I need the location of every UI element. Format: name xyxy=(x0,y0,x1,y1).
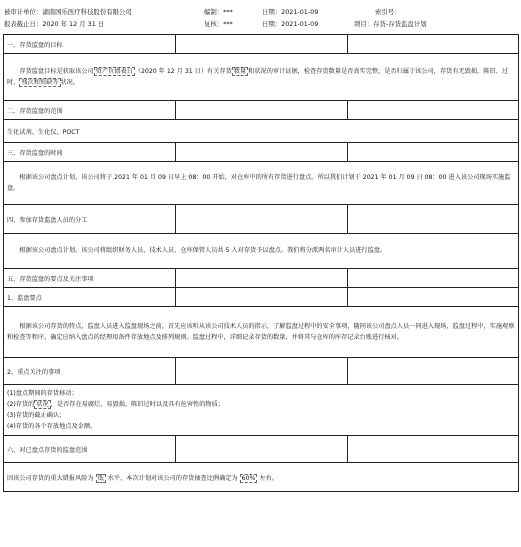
section-3-body-row xyxy=(4,162,519,205)
workpaper-header xyxy=(4,6,517,30)
date-field: 资产负债表日 xyxy=(95,67,133,75)
section-3-title-row xyxy=(4,143,519,162)
audited-entity: 被审计单位：湖南国乐医疗科技股份有限公司 xyxy=(4,8,132,16)
section-4-title-row xyxy=(4,205,519,234)
section-5-items-row xyxy=(4,385,519,436)
item-4: (4)存货的各个存放地点及金额。 xyxy=(7,423,97,430)
section-5-items xyxy=(4,385,519,436)
section-1-title-row xyxy=(4,35,519,54)
project-name: 项目：存货-存货监盘计划 xyxy=(354,20,427,28)
section-5-title-row xyxy=(4,269,519,288)
section-2-title-row xyxy=(4,101,519,120)
item-3: (3)存货的截止确认； xyxy=(7,412,66,419)
risk-level-field: 低 xyxy=(97,474,104,482)
report-period: 报表截止日：2020 年 12 月 31 日 xyxy=(4,20,105,28)
section-5-sub2-title: 2、重点关注的事项 xyxy=(4,358,176,385)
section-4-body-row xyxy=(4,234,519,269)
section-5-sub1-body: 根据该公司存货的特点，监盘人员进入监盘现场之前，首先应该听从该公司技术人员的指示，了解监盘过程中的安全事项，随同该公司盘点人员一同进入现场，监盘过程中，实施观察和检查等程序，确定应纳入盘点的经理用备件存放地点及排列规则。监盘过程中，详细记录存货的数量，并将其与仓库的库存记录台账进行核对。 xyxy=(4,307,519,358)
condition-field: 残次和短缺等 xyxy=(21,79,59,86)
section-6-title-row xyxy=(4,436,519,463)
prepared-by: 编制：*** xyxy=(204,8,233,16)
prepared-date: 日期：2021-01-09 xyxy=(262,8,319,16)
monitoring-plan-table xyxy=(3,34,519,492)
reviewed-by: 复核：*** xyxy=(204,20,233,28)
header-row-2 xyxy=(4,18,517,30)
section-4-body: 根据该公司盘点计划，该公司将组织财务人员、技术人员、仓库保管人员共 5 人对存货予以盘点。我们将分派两名审计人员进行监盘。 xyxy=(4,234,519,269)
sampling-ratio-field: 60% xyxy=(241,474,256,482)
section-4-title: 四、参加存货监盘人员的分工 xyxy=(4,205,176,234)
review-date: 日期：2021-01-09 xyxy=(262,20,319,28)
section-2-body-row xyxy=(4,120,519,143)
section-3-body: 根据该公司盘点计划，该公司将于 2021 年 01 月 09 日早上 08：00 开始，对仓库中的所有存货进行盘点。所以我们计划于 2021 年 01 月 09 日 08：00 进入该公司现场实施监盘。 xyxy=(4,162,519,205)
section-1-body: 存货监盘目标是获取该公司 资产负债表日 （2020 年 12 月 31 日）有关存货 数量 和状况的审计证据，检查存货数量是否真实完整，是否归属于该公司，存货有无毁损、陈旧、过时、 残次和短缺等 状况。 xyxy=(4,54,519,101)
section-1-title: 一、存货监盘的目标 xyxy=(4,35,176,54)
status-field: 状况 xyxy=(36,401,49,408)
section-5-sub2-row xyxy=(4,358,519,385)
section-3-title: 三、存货监盘的时间 xyxy=(4,143,176,162)
section-6-body: 因该公司存货的重大错报风险为 低 水平，本次计划对该公司的存货抽查比例确定为 60% 左右。 xyxy=(4,463,519,492)
section-5-sub1-row xyxy=(4,288,519,307)
section-6-title: 六、对已盘点存货的监盘范围 xyxy=(4,436,176,463)
item-1: (1)盘点期间的存货移动； xyxy=(7,390,78,397)
index-number: 索引号： xyxy=(375,8,401,16)
header-row-1 xyxy=(4,6,517,18)
section-5-sub1-title: 1、监盘要点 xyxy=(4,288,176,307)
quantity-field: 数量 xyxy=(233,67,247,75)
item-2: (2)存货的 状况 ，是否存在易腐烂、易毁损、陈旧过时以及具有危害性的物质； xyxy=(7,401,224,408)
section-5-title: 五、存货监盘的要点及关注事项 xyxy=(4,269,176,288)
section-2-title: 二、存货监盘的范围 xyxy=(4,101,176,120)
section-5-sub1-body-row xyxy=(4,307,519,358)
section-2-body: 生化试剂、生化仪、POCT xyxy=(4,120,519,143)
section-1-body-row xyxy=(4,54,519,101)
section-6-body-row xyxy=(4,463,519,492)
